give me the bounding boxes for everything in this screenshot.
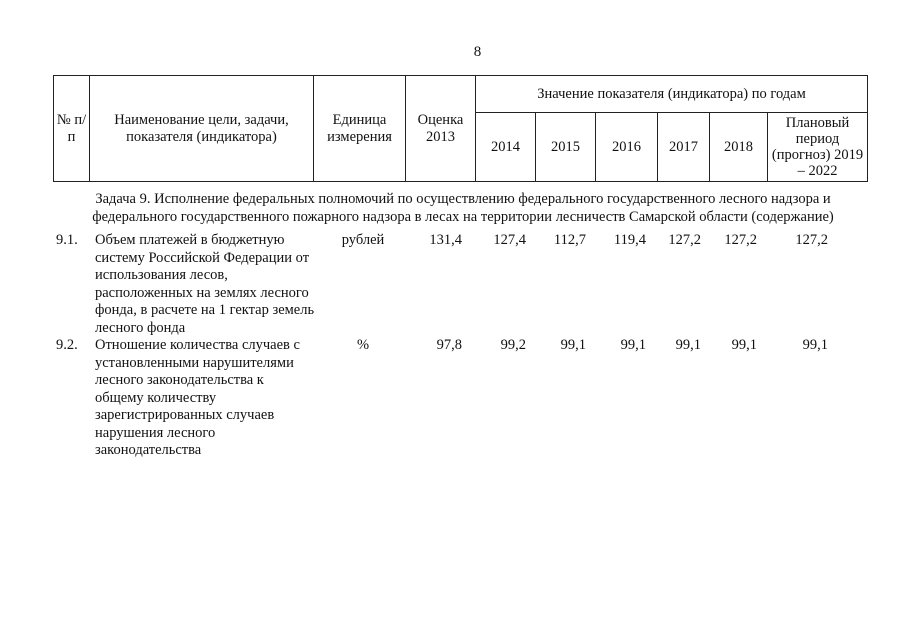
value-2013: 131,4 xyxy=(429,232,462,248)
row-number: 9.1. xyxy=(56,232,78,248)
header-plan-period: Плановый период (прогноз) 2019 – 2022 xyxy=(768,113,868,182)
indicator-unit: % xyxy=(356,337,370,353)
value-2016: 99,1 xyxy=(620,337,646,353)
indicator-name: Отношение количества случаев с установленными нарушителями лесного законодательства к общему количеству зарегистрированных случаев нарушения лесного законодательства xyxy=(95,337,300,458)
value-2017: 99,1 xyxy=(675,337,701,353)
value-2016: 119,4 xyxy=(613,232,646,248)
value-2018: 127,2 xyxy=(724,232,757,248)
row-number: 9.2. xyxy=(56,337,78,353)
header-year-2016: 2016 xyxy=(596,113,658,182)
task-title: Задача 9. Исполнение федеральных полномочий по осуществлению федерального государственного лесного надзора и федерального государственного пожарного надзора в лесах на территории лесничеств Самарской области (содержание) xyxy=(92,191,834,225)
indicator-table-header xyxy=(53,75,868,182)
value-2015: 99,1 xyxy=(560,337,586,353)
header-estimate: Оценка 2013 xyxy=(406,76,476,182)
header-year-2017: 2017 xyxy=(658,113,710,182)
value-2018: 99,1 xyxy=(731,337,757,353)
value-2014: 127,4 xyxy=(493,232,526,248)
indicator-name: Объем платежей в бюджетную систему Российской Федерации от использования лесов, расположенных на землях лесного фонда, в расчете на 1 гектар земель лесного фонда xyxy=(95,232,315,336)
header-unit: Единица измерения xyxy=(314,76,406,182)
header-years-group: Значение показателя (индикатора) по годам xyxy=(476,76,868,113)
header-name: Наименование цели, задачи, показателя (индикатора) xyxy=(90,76,314,182)
header-num: № п/п xyxy=(54,76,90,182)
value-2015: 112,7 xyxy=(553,232,586,248)
value-2017: 127,2 xyxy=(668,232,701,248)
header-year-2018: 2018 xyxy=(710,113,768,182)
value-plan-period: 127,2 xyxy=(795,232,828,248)
value-2014: 99,2 xyxy=(500,337,526,353)
indicator-unit: рублей xyxy=(341,232,385,248)
value-plan-period: 99,1 xyxy=(802,337,828,353)
value-2013: 97,8 xyxy=(436,337,462,353)
header-year-2015: 2015 xyxy=(536,113,596,182)
page-number: 8 xyxy=(473,44,482,60)
header-year-2014: 2014 xyxy=(476,113,536,182)
